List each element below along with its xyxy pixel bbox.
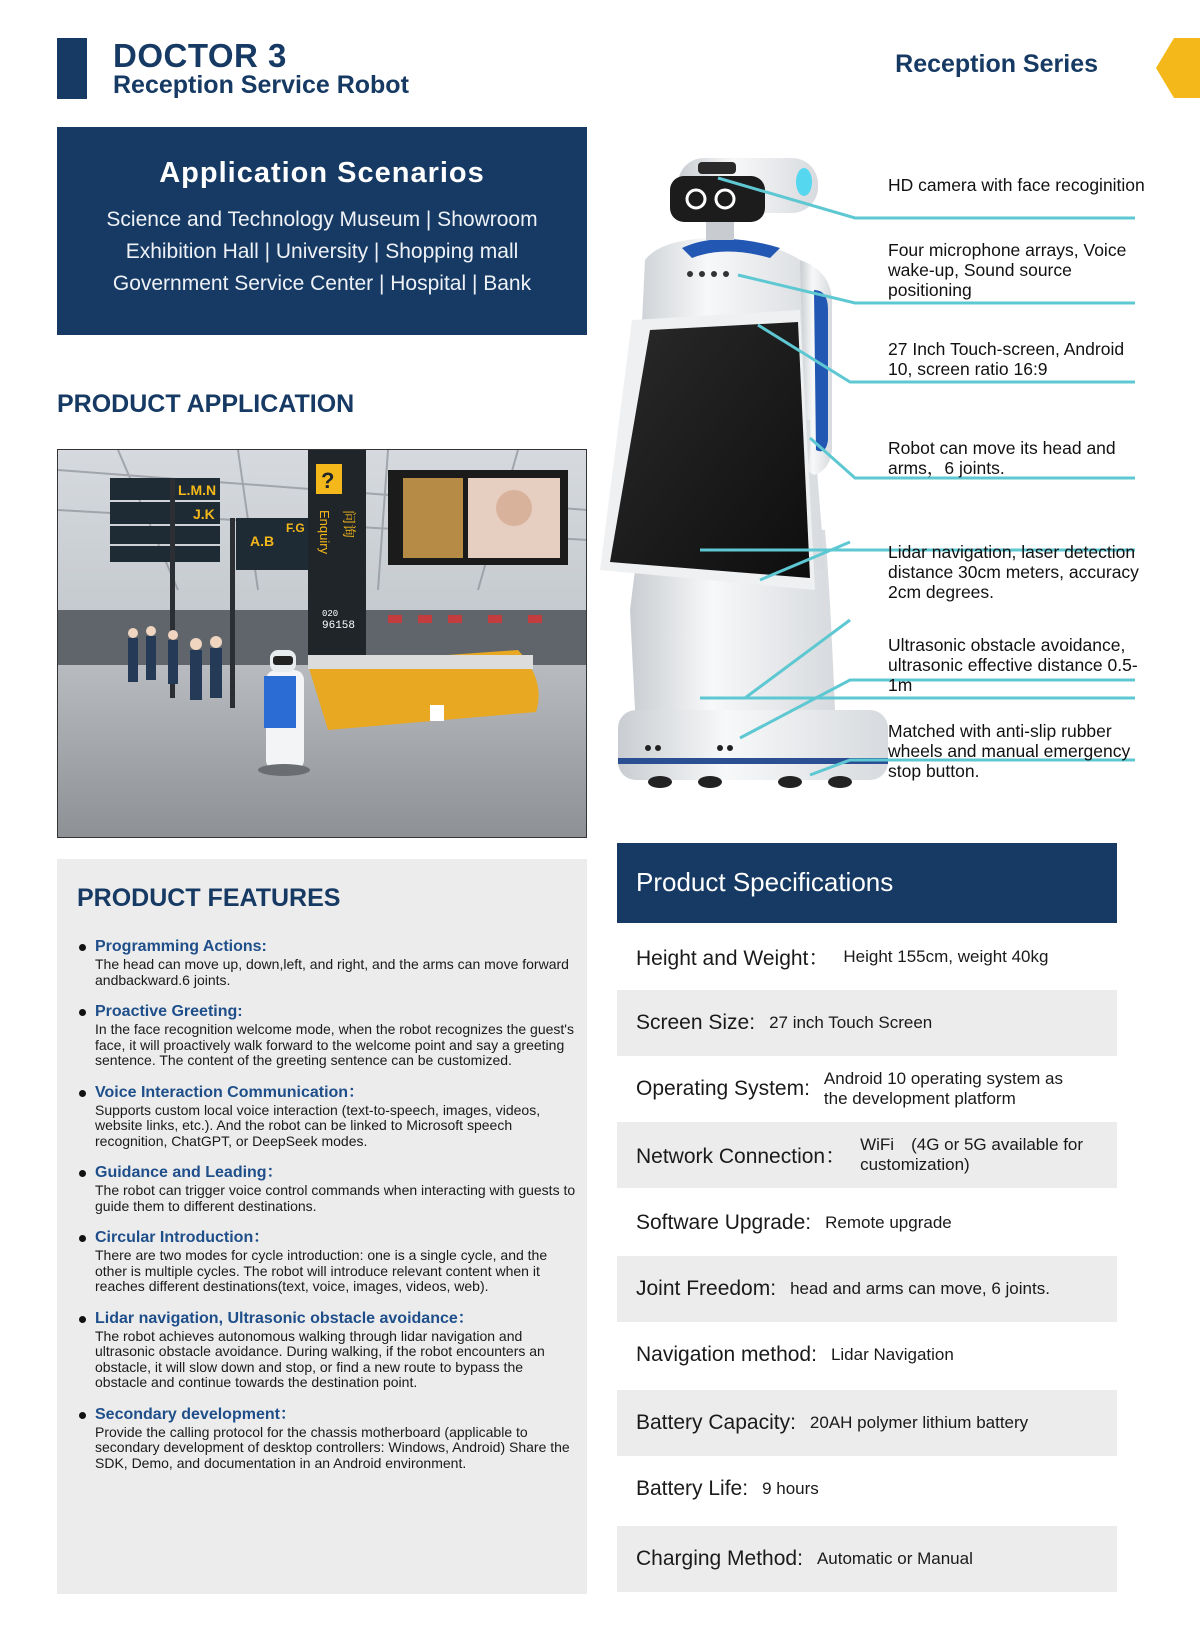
spec-key: Charging Method: [636, 1547, 803, 1570]
feature-desc: There are two modes for cycle introduction: one is a single cycle, and the other is multiple cycles. The robot will introduce relevant content when it reaches different destinations(text, voice, images, videos, web). [95, 1247, 548, 1294]
feature-desc: The robot achieves autonomous walking through lidar navigation and ultrasonic obstacle avoidance. During walking, if the robot encounters an obstacle, it will slow down and stop, or find a new route to bypass the obstacle and continue towards the destination point. [95, 1327, 545, 1390]
feature-desc: The head can move up, down,left, and right, and the arms can move forward andbackward.6 joints. [95, 956, 569, 988]
feature-title: Voice Interaction Communication： [95, 1083, 365, 1101]
list-item [77, 1228, 577, 1295]
spec-value: Remote upgrade [825, 1213, 952, 1232]
enquiry-text: Enquiry [317, 510, 332, 555]
sign-fg: F.G [286, 521, 305, 535]
table-row [617, 1122, 1117, 1188]
spec-value: WiFi (4G or 5G available for customization) [860, 1135, 1084, 1174]
spec-key: Height and Weight： [636, 947, 830, 970]
spec-key: Screen Size: [636, 1011, 756, 1034]
scenario-line: Government Service Center | Hospital | Bank [112, 272, 532, 295]
spec-value: 27 inch Touch Screen [769, 1013, 933, 1032]
spec-value: Android 10 operating system as the development platform [823, 1069, 1063, 1108]
phone-number: 96158 [322, 620, 356, 632]
annotation-screen: 27 Inch Touch-screen, Android 10, screen ratio 16:9 [888, 339, 1125, 379]
sign-lmn: L.M.N [178, 482, 217, 498]
features-list [77, 937, 577, 1485]
spec-key: Navigation method: [636, 1343, 817, 1366]
annotation-wheels: Matched with anti-slip rubber wheels and manual emergency stop button. [888, 721, 1131, 781]
spec-key: Operating System: [636, 1077, 810, 1100]
application-photo [57, 449, 587, 838]
list-item [77, 1309, 577, 1391]
annotation-ultrasonic: Ultrasonic obstacle avoidance, ultrasonic effective distance 0.5-1m [888, 635, 1138, 695]
spec-value: 20AH polymer lithium battery [809, 1413, 1029, 1432]
product-title: DOCTOR 3 [113, 37, 287, 74]
sign-ab: A.B [250, 533, 275, 549]
feature-title: Secondary development： [95, 1405, 296, 1423]
spec-key: Battery Capacity: [636, 1411, 796, 1434]
feature-title: Programming Actions: [95, 938, 267, 955]
specs-title: Product Specifications [617, 843, 1117, 923]
application-scenarios-box [57, 127, 587, 335]
feature-desc: In the face recognition welcome mode, when the robot recognizes the guest's face, it will proactively walk forward to the welcome point and say a greeting sentence. The content of the greeting sentence can be customized. [95, 1021, 574, 1068]
feature-title: Lidar navigation, Ultrasonic obstacle avoidance： [95, 1309, 474, 1327]
feature-title: Proactive Greeting: [95, 1003, 243, 1020]
phone-prefix: 020 [322, 609, 339, 619]
feature-title: Guidance and Leading： [95, 1164, 283, 1181]
spec-key: Network Connection： [636, 1145, 847, 1168]
table-row [617, 1526, 1117, 1592]
annotation-camera: HD camera with face recoginition [888, 175, 1145, 195]
table-row [617, 1390, 1117, 1456]
spec-key: Joint Freedom: [636, 1277, 777, 1300]
feature-desc: Supports custom local voice interaction (text-to-speech, images, videos, website links, etc.). And the robot can be linked to Microsoft speech recognition, ChatGPT, or DeepSeek modes. [95, 1101, 541, 1149]
table-row [617, 1256, 1117, 1322]
table-row [617, 1322, 1117, 1388]
enquiry-cn-text: 问询 [340, 510, 356, 538]
spec-value: head and arms can move, 6 joints. [790, 1279, 1050, 1298]
spec-value: 9 hours [762, 1479, 819, 1498]
spec-value: Height 155cm, weight 40kg [843, 947, 1049, 966]
product-features-panel [57, 859, 587, 1594]
spec-key: Software Upgrade: [636, 1211, 812, 1234]
list-item [77, 1083, 577, 1150]
series-arrow-icon [1156, 38, 1200, 98]
table-row [617, 1456, 1117, 1522]
annotation-joints: Robot can move its head and arms，6 joints. [888, 438, 1116, 478]
product-subtitle: Reception Service Robot [113, 71, 409, 99]
svg-text:?: ? [321, 468, 335, 493]
spec-value: Automatic or Manual [816, 1549, 973, 1568]
list-item [77, 1002, 577, 1069]
table-row [617, 990, 1117, 1056]
annotation-microphone: Four microphone arrays, Voice wake-up, Sound source positioning [888, 240, 1127, 300]
list-item [77, 937, 577, 988]
table-row [617, 1056, 1117, 1122]
scenario-line: Science and Technology Museum | Showroom [106, 208, 538, 231]
sign-jk: J.K [193, 506, 215, 522]
table-row [617, 924, 1117, 990]
list-item [77, 1405, 577, 1472]
series-label: Reception Series [895, 50, 1098, 78]
table-row [617, 1190, 1117, 1256]
airport-scene-image [58, 450, 587, 838]
spec-key: Battery Life: [636, 1477, 749, 1500]
list-item [77, 1163, 577, 1214]
header-accent-bar [57, 38, 87, 99]
spec-value: Lidar Navigation [830, 1345, 954, 1364]
feature-desc: Provide the calling protocol for the chassis motherboard (applicable to secondary development of desktop controllers: Windows, Android) Share the SDK, Demo, and documentation in an Android environment. [95, 1423, 570, 1471]
scenarios-title: Application Scenarios [159, 157, 485, 189]
feature-title: Circular Introduction： [95, 1229, 270, 1246]
scenario-line: Exhibition Hall | University | Shopping mall [125, 240, 519, 263]
feature-desc: The robot can trigger voice control commands when interacting with guests to guide them to different destinations. [95, 1182, 576, 1214]
features-title: PRODUCT FEATURES [77, 884, 341, 912]
annotation-lidar: Lidar navigation, laser detection distance 30cm meters, accuracy 2cm degrees. [888, 542, 1139, 602]
product-application-heading: PRODUCT APPLICATION [57, 390, 355, 418]
